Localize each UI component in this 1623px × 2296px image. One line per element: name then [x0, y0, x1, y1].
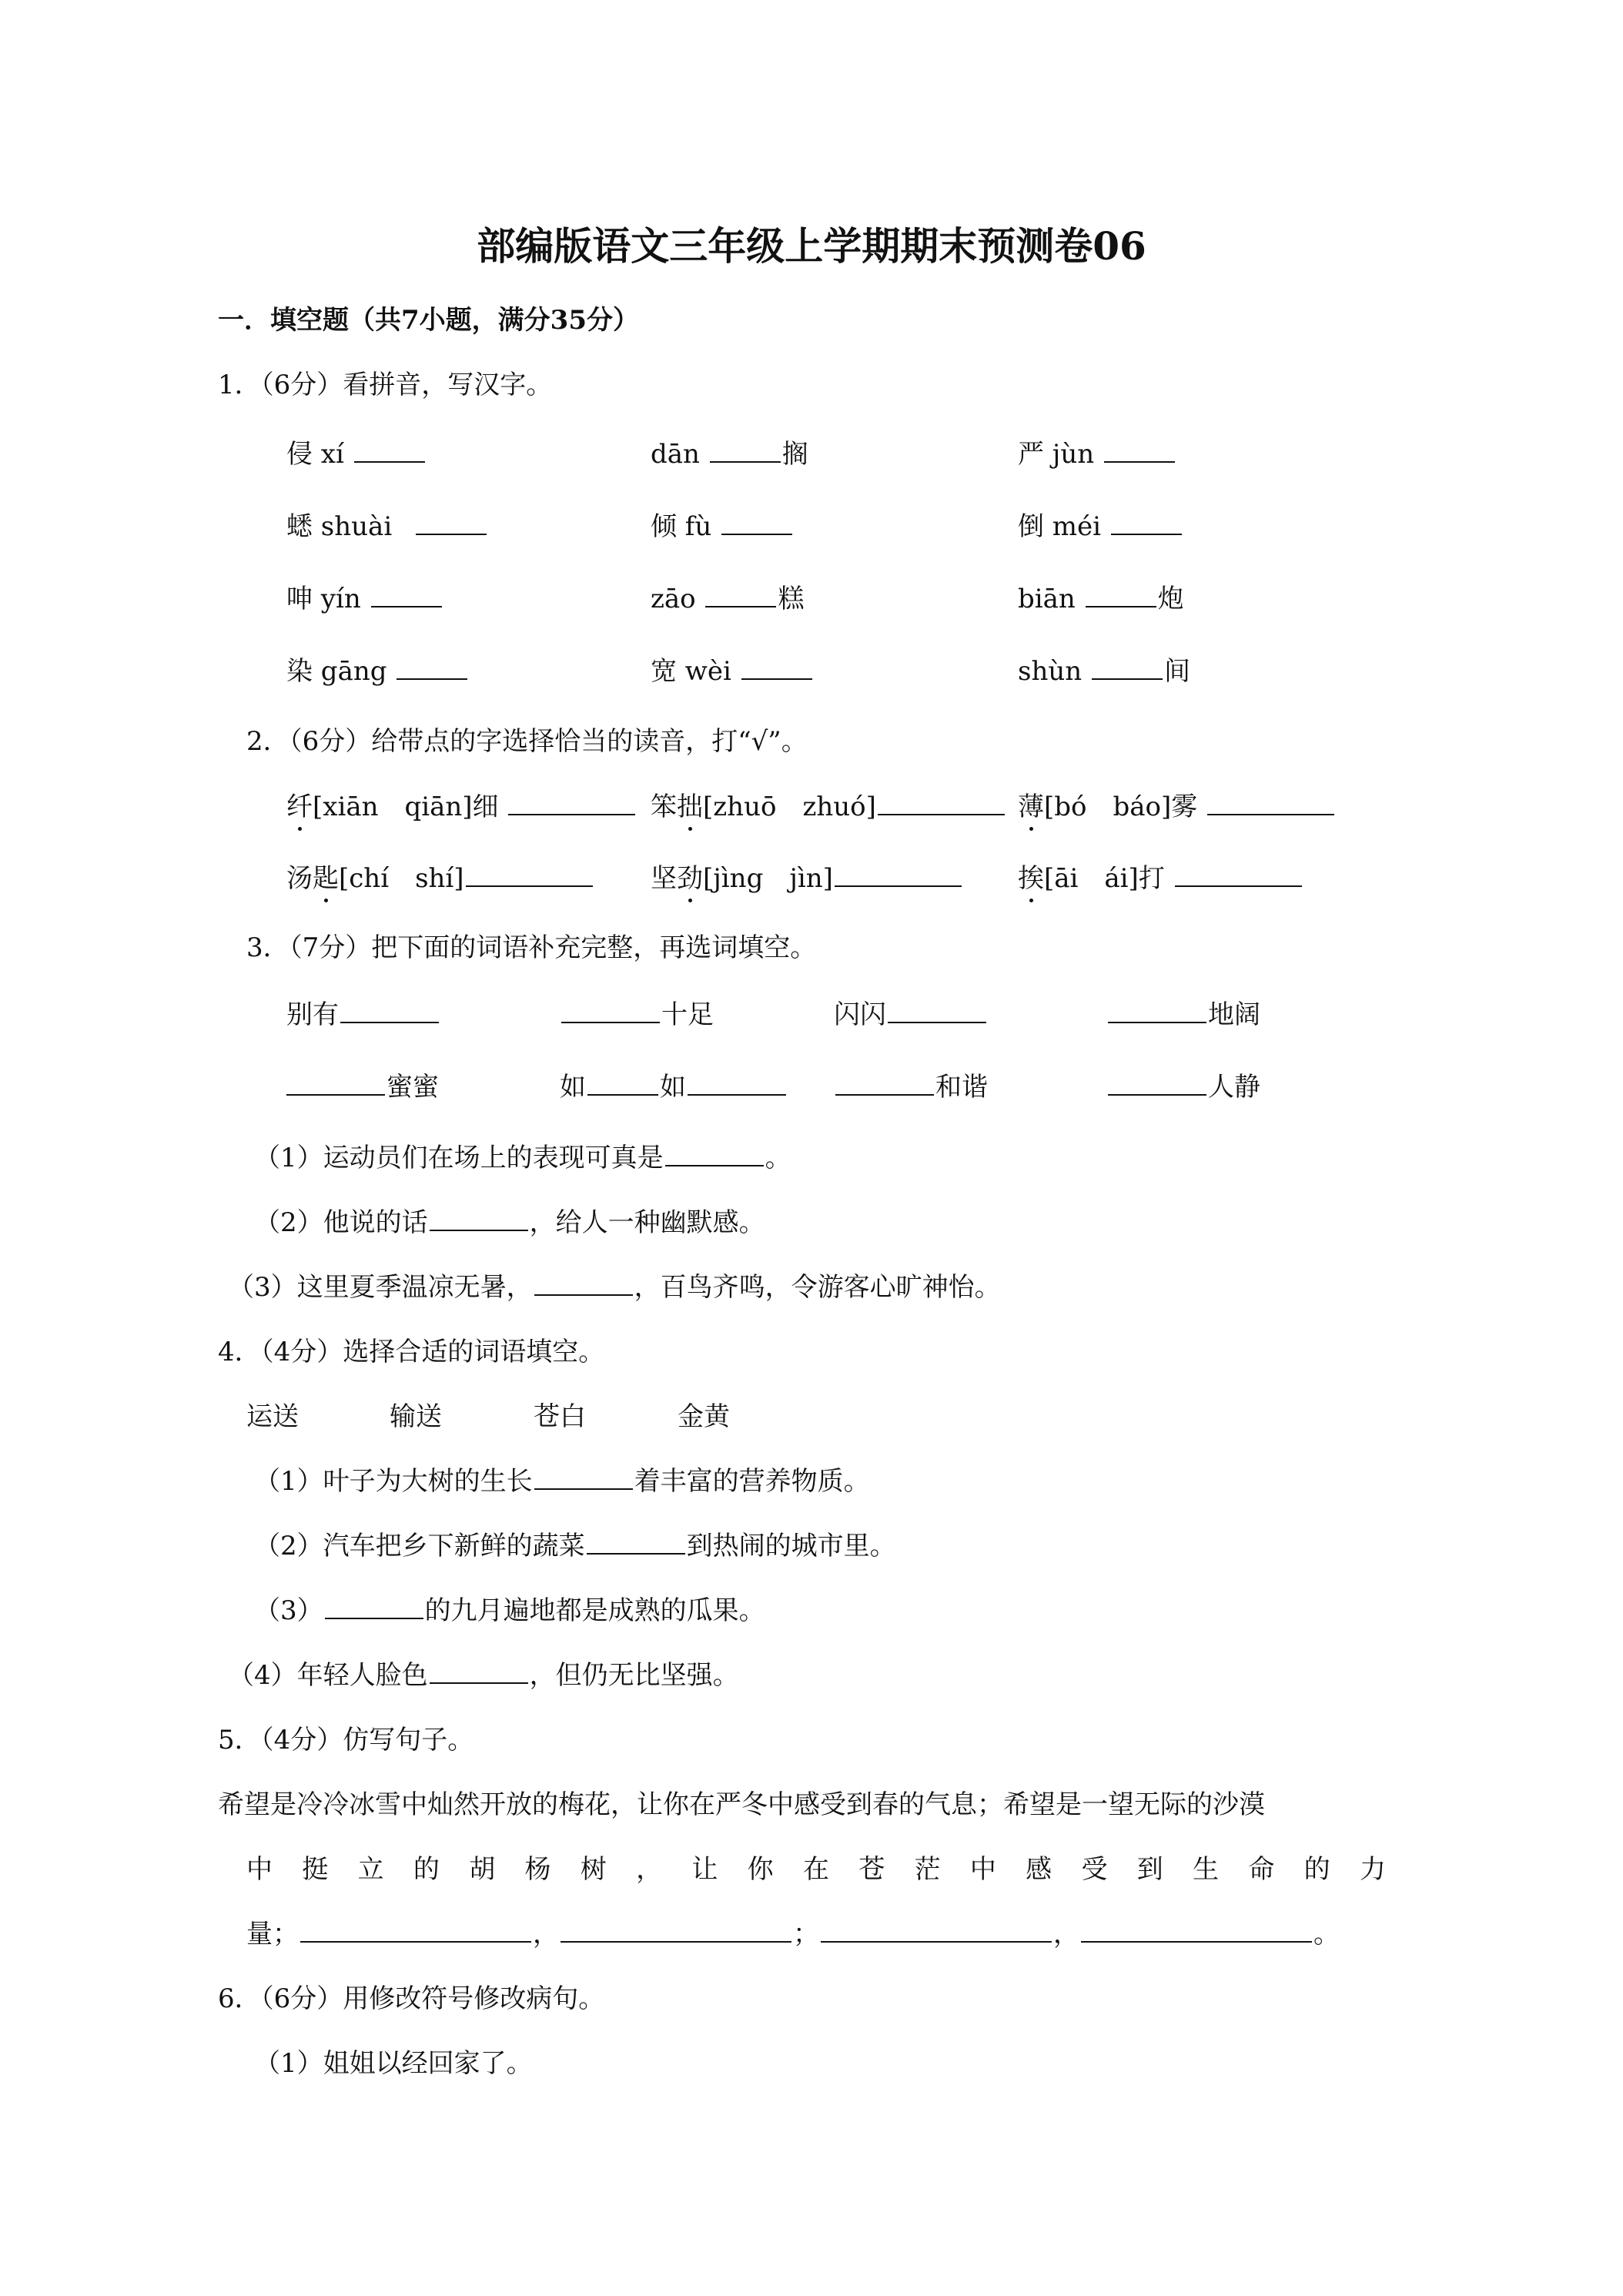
fill-sentence — [254, 1525, 896, 1562]
pinyin-text: shùn — [1018, 656, 1090, 687]
dotted-char: 匙 — [313, 857, 339, 895]
pinyin-item — [286, 433, 427, 470]
spaced-char: 生 — [1193, 1854, 1220, 1885]
pinyin-text: 倒 méi — [1018, 511, 1109, 542]
sentence-text: 的九月遍地都是成熟的瓜果。 — [424, 1595, 765, 1626]
reading-choice — [651, 785, 1006, 823]
suffix-text: 糕 — [778, 584, 805, 614]
section-heading: 一．填空题（共7小题，满分35分） — [218, 305, 639, 336]
sentence-text: （4）年轻人脸色 — [228, 1660, 428, 1691]
question-2-stem: 2．（6分）给带点的字选择恰当的读音，打“√”。 — [246, 726, 808, 757]
pinyin-item — [651, 577, 804, 615]
fill-sentence — [254, 1136, 791, 1174]
spaced-char: 立 — [357, 1854, 384, 1885]
sentence-text: ，百鸟齐鸣，令游客心旷神怡。 — [634, 1272, 1001, 1303]
word-option: 运送 — [246, 1401, 299, 1432]
answer-blank[interactable] — [587, 1071, 658, 1096]
idiom-item — [1106, 1066, 1260, 1103]
dotted-char: 薄 — [1018, 785, 1044, 823]
answer-blank[interactable] — [721, 510, 792, 535]
spaced-char: 中 — [969, 1854, 996, 1885]
question-1-stem: 1．（6分）看拼音，写汉字。 — [218, 370, 553, 400]
answer-blank[interactable] — [1175, 862, 1302, 887]
pinyin-item — [1018, 650, 1190, 688]
fill-sentence — [254, 1589, 765, 1627]
choice-text: [chí shí] — [339, 863, 464, 894]
pinyin-item — [286, 505, 488, 543]
question-6-stem: 6．（6分）用修改符号修改病句。 — [218, 1983, 605, 2014]
choice-text: [jìng jìn] — [703, 863, 833, 894]
pinyin-text: 呻 yín — [286, 584, 370, 614]
spaced-char: 感 — [1026, 1854, 1052, 1885]
pinyin-text: 倾 fù — [651, 511, 721, 542]
model-sentence-line-2 — [246, 1848, 1386, 1886]
spaced-char: 的 — [1303, 1854, 1330, 1885]
spaced-char: 树 — [580, 1854, 607, 1885]
answer-blank[interactable] — [705, 583, 776, 607]
sentence-text: （1）运动员们在场上的表现可真是 — [254, 1143, 664, 1173]
word-option: 输送 — [390, 1401, 442, 1432]
imitation-answer-line — [246, 1913, 1340, 1950]
punctuation: ， — [533, 1919, 559, 1950]
pinyin-item — [651, 505, 794, 543]
sentence-text: （1）叶子为大树的生长 — [254, 1466, 533, 1497]
reading-choice — [286, 785, 637, 823]
idiom-part: 如 — [560, 1072, 586, 1103]
answer-blank[interactable] — [371, 583, 442, 607]
choice-text: [zhuō zhuó] — [703, 792, 876, 822]
answer-blank[interactable] — [665, 1142, 764, 1166]
answer-blank[interactable] — [300, 1918, 531, 1943]
spaced-char: 苍 — [858, 1854, 885, 1885]
pinyin-text: 蟋 shuài — [286, 511, 401, 542]
sentence-text: 着丰富的营养物质。 — [634, 1466, 870, 1497]
question-3-stem: 3．（7分）把下面的词语补充完整，再选词填空。 — [246, 932, 817, 963]
reading-choice — [286, 857, 594, 895]
idiom-part: 十足 — [661, 999, 714, 1030]
idiom-item — [834, 993, 988, 1031]
pinyin-item — [651, 433, 808, 470]
word-option: 苍白 — [534, 1401, 586, 1432]
reading-choice — [1018, 857, 1303, 895]
spaced-char: 让 — [691, 1854, 718, 1885]
idiom-part: 别有 — [286, 999, 339, 1030]
answer-blank[interactable] — [340, 999, 439, 1023]
question-5-stem: 5．（4分）仿写句子。 — [218, 1725, 474, 1755]
sentence-text: （3）这里夏季温凉无暑， — [228, 1272, 533, 1303]
pinyin-text: zāo — [651, 584, 704, 614]
sentence-text: ，但仍无比坚强。 — [529, 1660, 739, 1691]
idiom-part: 人静 — [1208, 1072, 1260, 1103]
model-sentence-line-1: 希望是冷冷冰雪中灿然开放的梅花，让你在严冬中感受到春的气息；希望是一望无际的沙漠 — [218, 1789, 1265, 1820]
spaced-char: 茫 — [914, 1854, 941, 1885]
answer-blank[interactable] — [835, 862, 962, 887]
punctuation: 。 — [1313, 1919, 1340, 1950]
answer-blank[interactable] — [416, 510, 487, 535]
fill-sentence — [228, 1654, 739, 1692]
dotted-char: 拙 — [677, 785, 703, 823]
idiom-part: 如 — [660, 1072, 686, 1103]
answer-blank[interactable] — [587, 1530, 685, 1555]
reading-choice — [651, 857, 963, 895]
answer-blank[interactable] — [878, 791, 1005, 815]
fill-sentence — [254, 1201, 765, 1239]
answer-blank[interactable] — [1111, 510, 1182, 535]
answer-blank[interactable] — [1086, 583, 1156, 607]
answer-blank[interactable] — [888, 999, 986, 1023]
spaced-char: 命 — [1248, 1854, 1275, 1885]
punctuation: ， — [1053, 1919, 1079, 1950]
pinyin-text: 染 gāng — [286, 656, 396, 687]
suffix-text: 炮 — [1157, 584, 1184, 614]
choice-text: [āi ái]打 — [1044, 863, 1165, 894]
sentence-text: ，给人一种幽默感。 — [529, 1207, 765, 1238]
sentence-text: （2）他说的话 — [254, 1207, 428, 1238]
pinyin-item — [1018, 433, 1176, 470]
answer-blank[interactable] — [354, 438, 425, 463]
sentence-text: （3） — [254, 1595, 323, 1626]
answer-blank[interactable] — [688, 1071, 786, 1096]
spaced-char: 中 — [246, 1854, 273, 1885]
punctuation: ； — [793, 1919, 819, 1950]
pinyin-item — [286, 650, 469, 688]
answer-blank[interactable] — [325, 1595, 423, 1619]
pinyin-text: 侵 xí — [286, 439, 353, 470]
answer-blank[interactable] — [1108, 999, 1206, 1023]
sentence-text: （2）汽车把乡下新鲜的蔬菜 — [254, 1531, 585, 1561]
answer-blank[interactable] — [561, 999, 660, 1023]
idiom-item — [560, 1066, 788, 1103]
idiom-part: 地阔 — [1208, 999, 1260, 1030]
answer-blank[interactable] — [508, 791, 635, 815]
plain-char: 笨 — [651, 792, 677, 822]
sentence-text: 量； — [246, 1919, 299, 1950]
spaced-char: 力 — [1359, 1854, 1386, 1885]
answer-blank[interactable] — [741, 655, 812, 680]
question-4-stem: 4．（4分）选择合适的词语填空。 — [218, 1337, 605, 1367]
suffix-text: 搁 — [781, 439, 808, 470]
pinyin-item — [1018, 577, 1184, 615]
pinyin-item — [651, 650, 814, 688]
spaced-char: 挺 — [302, 1854, 329, 1885]
answer-blank[interactable] — [430, 1207, 528, 1231]
spaced-char: 胡 — [469, 1854, 496, 1885]
choice-text: [bó báo]雾 — [1044, 792, 1198, 822]
reading-choice — [1018, 785, 1336, 823]
spaced-char: 你 — [747, 1854, 774, 1885]
answer-blank[interactable] — [1081, 1918, 1312, 1943]
answer-blank[interactable] — [534, 1465, 633, 1490]
dotted-char: 挨 — [1018, 857, 1044, 895]
dotted-char: 纤 — [286, 785, 313, 823]
answer-blank[interactable] — [1207, 791, 1334, 815]
spaced-char: ， — [636, 1854, 663, 1885]
idiom-part: 闪闪 — [834, 999, 886, 1030]
answer-blank[interactable] — [835, 1071, 934, 1096]
answer-blank[interactable] — [561, 1918, 791, 1943]
choice-text: [xiān qiān]细 — [313, 792, 499, 822]
fill-sentence — [254, 1460, 870, 1498]
answer-blank[interactable] — [1104, 438, 1175, 463]
spaced-char: 到 — [1136, 1854, 1163, 1885]
answer-blank[interactable] — [430, 1659, 528, 1684]
idiom-part: 和谐 — [935, 1072, 988, 1103]
fill-sentence — [228, 1266, 1001, 1304]
plain-char: 坚 — [651, 863, 677, 894]
faulty-sentence: （1）姐姐以经回家了。 — [254, 2048, 533, 2079]
idiom-item — [1106, 993, 1260, 1031]
answer-blank[interactable] — [466, 862, 593, 887]
suffix-text: 间 — [1163, 656, 1190, 687]
pinyin-text: biān — [1018, 584, 1084, 614]
spaced-char: 在 — [802, 1854, 829, 1885]
pinyin-item — [1018, 505, 1183, 543]
answer-blank[interactable] — [821, 1918, 1052, 1943]
pinyin-item — [286, 577, 443, 615]
dotted-char: 劲 — [677, 857, 703, 895]
spaced-char: 的 — [413, 1854, 440, 1885]
answer-blank[interactable] — [710, 438, 781, 463]
page-title: 部编版语文三年级上学期期末预测卷06 — [477, 223, 1146, 269]
sentence-text: 。 — [765, 1143, 791, 1173]
spaced-char: 受 — [1081, 1854, 1108, 1885]
word-option: 金黄 — [678, 1401, 730, 1432]
sentence-text: 到热闹的城市里。 — [686, 1531, 896, 1561]
answer-blank[interactable] — [1108, 1071, 1206, 1096]
answer-blank[interactable] — [1092, 655, 1163, 680]
idiom-item — [834, 1066, 988, 1103]
idiom-item — [560, 993, 714, 1031]
spaced-char: 杨 — [524, 1854, 551, 1885]
idiom-part: 蜜蜜 — [387, 1072, 439, 1103]
pinyin-text: 宽 wèi — [651, 656, 740, 687]
plain-char: 汤 — [286, 863, 313, 894]
answer-blank[interactable] — [286, 1071, 385, 1096]
answer-blank[interactable] — [397, 655, 467, 680]
pinyin-text: 严 jùn — [1018, 439, 1103, 470]
answer-blank[interactable] — [534, 1271, 633, 1296]
idiom-item — [285, 1066, 439, 1103]
idiom-item — [286, 993, 440, 1031]
pinyin-text: dān — [651, 439, 708, 470]
